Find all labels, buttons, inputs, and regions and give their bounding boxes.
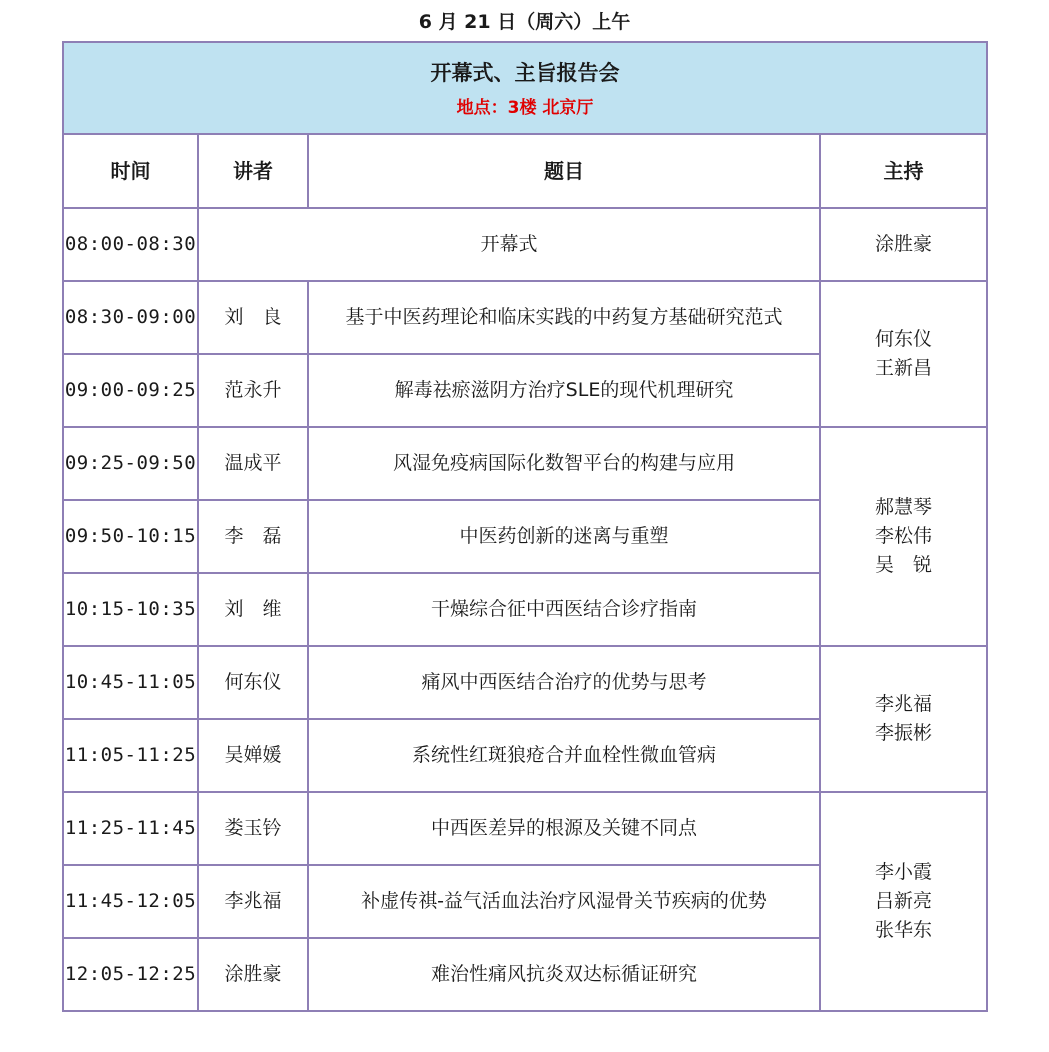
row-speaker: 李兆福 bbox=[198, 865, 308, 938]
row-time: 08:30-09:00 bbox=[63, 281, 198, 354]
row-time: 09:25-09:50 bbox=[63, 427, 198, 500]
row-topic: 解毒祛瘀滋阴方治疗SLE的现代机理研究 bbox=[308, 354, 820, 427]
row-time: 08:00-08:30 bbox=[63, 208, 198, 281]
session-banner-row bbox=[63, 42, 987, 134]
session-title: 开幕式、主旨报告会 bbox=[430, 61, 620, 85]
header-speaker: 讲者 bbox=[198, 134, 308, 208]
host-name: 涂胜豪 bbox=[874, 233, 932, 255]
host-name: 李松伟 bbox=[874, 525, 932, 547]
row-host bbox=[820, 427, 987, 646]
host-name: 王新昌 bbox=[874, 357, 932, 379]
host-name: 吴 锐 bbox=[874, 554, 932, 576]
row-time: 09:00-09:25 bbox=[63, 354, 198, 427]
row-time: 11:05-11:25 bbox=[63, 719, 198, 792]
row-speaker: 娄玉钤 bbox=[198, 792, 308, 865]
row-topic: 痛风中西医结合治疗的优势与思考 bbox=[308, 646, 820, 719]
row-topic: 系统性红斑狼疮合并血栓性微血管病 bbox=[308, 719, 820, 792]
day-title: 6 月 21 日（周六）上午 bbox=[418, 11, 631, 33]
row-speaker: 何东仪 bbox=[198, 646, 308, 719]
row-topic: 中医药创新的迷离与重塑 bbox=[308, 500, 820, 573]
header-time: 时间 bbox=[63, 134, 198, 208]
host-name: 吕新亮 bbox=[874, 890, 932, 912]
header-host: 主持 bbox=[820, 134, 987, 208]
host-name: 何东仪 bbox=[874, 328, 932, 350]
row-time: 12:05-12:25 bbox=[63, 938, 198, 1011]
row-host bbox=[820, 646, 987, 792]
row-topic: 中西医差异的根源及关键不同点 bbox=[308, 792, 820, 865]
row-time: 10:15-10:35 bbox=[63, 573, 198, 646]
host-name: 李兆福 bbox=[874, 693, 932, 715]
row-topic: 基于中医药理论和临床实践的中药复方基础研究范式 bbox=[308, 281, 820, 354]
session-venue: 地点：3楼 北京厅 bbox=[456, 98, 594, 118]
row-topic: 风湿免疫病国际化数智平台的构建与应用 bbox=[308, 427, 820, 500]
table-row bbox=[63, 792, 987, 865]
table-row bbox=[63, 281, 987, 354]
row-speaker: 温成平 bbox=[198, 427, 308, 500]
host-name: 郝慧琴 bbox=[874, 496, 932, 518]
table-header-row bbox=[63, 134, 987, 208]
host-name: 张华东 bbox=[874, 919, 932, 941]
row-speaker: 李 磊 bbox=[198, 500, 308, 573]
row-speaker: 刘 维 bbox=[198, 573, 308, 646]
row-topic: 干燥综合征中西医结合诊疗指南 bbox=[308, 573, 820, 646]
schedule-table bbox=[62, 41, 988, 1012]
host-name: 李振彬 bbox=[874, 722, 932, 744]
row-time: 11:25-11:45 bbox=[63, 792, 198, 865]
row-topic: 补虚传祺-益气活血法治疗风湿骨关节疾病的优势 bbox=[308, 865, 820, 938]
row-topic: 难治性痛风抗炎双达标循证研究 bbox=[308, 938, 820, 1011]
row-time: 09:50-10:15 bbox=[63, 500, 198, 573]
row-host bbox=[820, 208, 987, 281]
row-speaker: 刘 良 bbox=[198, 281, 308, 354]
host-name: 李小霞 bbox=[874, 861, 932, 883]
row-speaker: 吴婵媛 bbox=[198, 719, 308, 792]
row-time: 11:45-12:05 bbox=[63, 865, 198, 938]
table-row bbox=[63, 646, 987, 719]
header-topic: 题目 bbox=[308, 134, 820, 208]
table-row bbox=[63, 427, 987, 500]
row-host bbox=[820, 281, 987, 427]
table-row bbox=[63, 208, 987, 281]
row-speaker: 涂胜豪 bbox=[198, 938, 308, 1011]
row-topic: 开幕式 bbox=[198, 208, 820, 281]
session-banner bbox=[63, 42, 987, 134]
row-time: 10:45-11:05 bbox=[63, 646, 198, 719]
row-host bbox=[820, 792, 987, 1011]
row-speaker: 范永升 bbox=[198, 354, 308, 427]
